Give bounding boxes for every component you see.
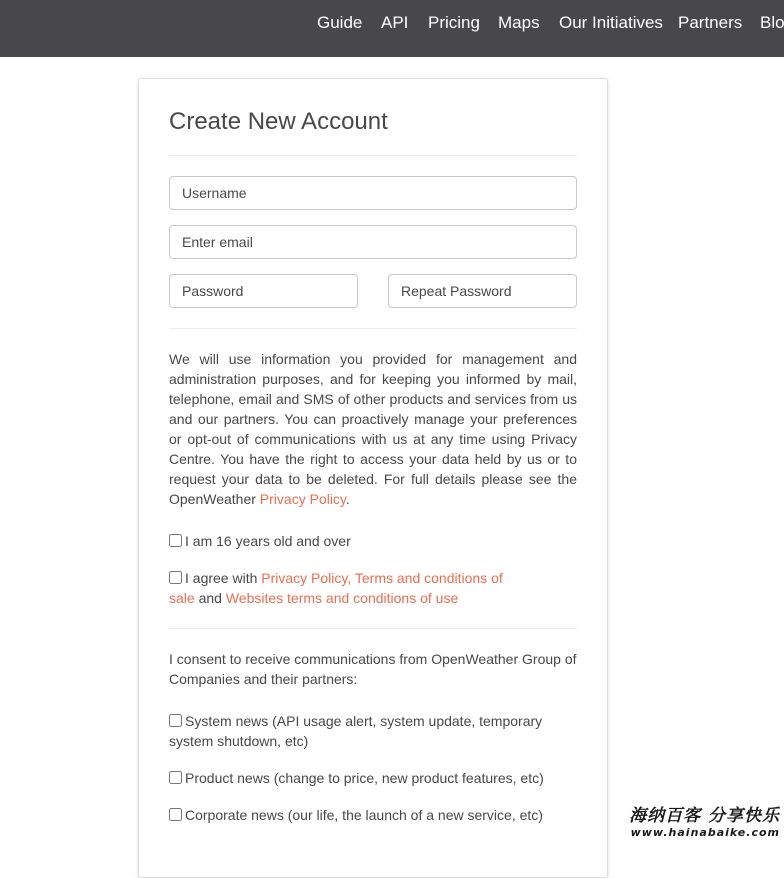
system-news-label: System news (API usage alert, system update, temporary system shutdown, etc) [169,713,542,749]
age-checkbox[interactable] [169,534,182,547]
password-input[interactable] [169,274,358,308]
corporate-news-label: Corporate news (our life, the launch of a new service, etc) [185,807,543,823]
top-navigation-bar [0,0,784,57]
corporate-news-checkbox[interactable] [169,808,182,821]
nav-link-maps[interactable]: Maps [498,13,540,33]
watermark-url: www.hainabaike.com [629,826,780,839]
privacy-notice [169,349,577,509]
age-check-label: I am 16 years old and over [185,533,351,549]
system-news-checkbox[interactable] [169,714,182,727]
signup-card [138,78,608,878]
nav-link-pricing[interactable]: Pricing [428,13,480,33]
privacy-notice-text: We will use information you provided for management and administration purposes, and for keeping you informed by mail, telephone, email and SMS of other products and services from us and our partners. You can proactively manage your preferences or opt-out of communications with us at any time using Privacy Centre. You have the right to access your data held by us or to request your data to be deleted. For full details please see the OpenWeather [169,351,577,507]
email-input[interactable] [169,225,577,259]
page-title: Create New Account [169,108,388,136]
nav-link-partners[interactable]: Partners [678,13,742,33]
corporate-news-row[interactable] [169,805,577,825]
system-news-row[interactable] [169,711,559,751]
divider [169,155,577,156]
watermark [629,801,780,839]
nav-link-our-initiatives[interactable]: Our Initiatives [559,13,663,33]
nav-link-guide[interactable]: Guide [317,13,362,33]
nav-link-blog[interactable]: Blo [760,13,784,33]
watermark-main: 海纳百客 分享快乐 [629,801,780,826]
product-news-checkbox[interactable] [169,771,182,784]
divider [169,328,577,329]
repeat-password-input[interactable] [388,274,577,308]
agree-check-row[interactable] [169,568,519,608]
agree-prefix: I agree with [185,570,257,586]
agree-comma: , [347,570,351,586]
agree-and: and [199,590,222,606]
age-check-row[interactable] [169,531,577,551]
agree-privacy-policy-link[interactable]: Privacy Policy [261,570,347,586]
username-input[interactable] [169,176,577,210]
agree-checkbox[interactable] [169,571,182,584]
product-news-label: Product news (change to price, new product features, etc) [185,770,544,786]
product-news-row[interactable] [169,768,577,788]
privacy-policy-link[interactable]: Privacy Policy [260,491,346,507]
terms-of-sale-link[interactable]: Terms and conditions of sale [169,570,503,606]
divider [169,628,577,629]
website-terms-link[interactable]: Websites terms and conditions of use [226,590,458,606]
consent-text: I consent to receive communications from OpenWeather Group of Companies and their partners: [169,649,577,689]
privacy-period: . [346,491,350,507]
nav-link-api[interactable]: API [381,13,408,33]
